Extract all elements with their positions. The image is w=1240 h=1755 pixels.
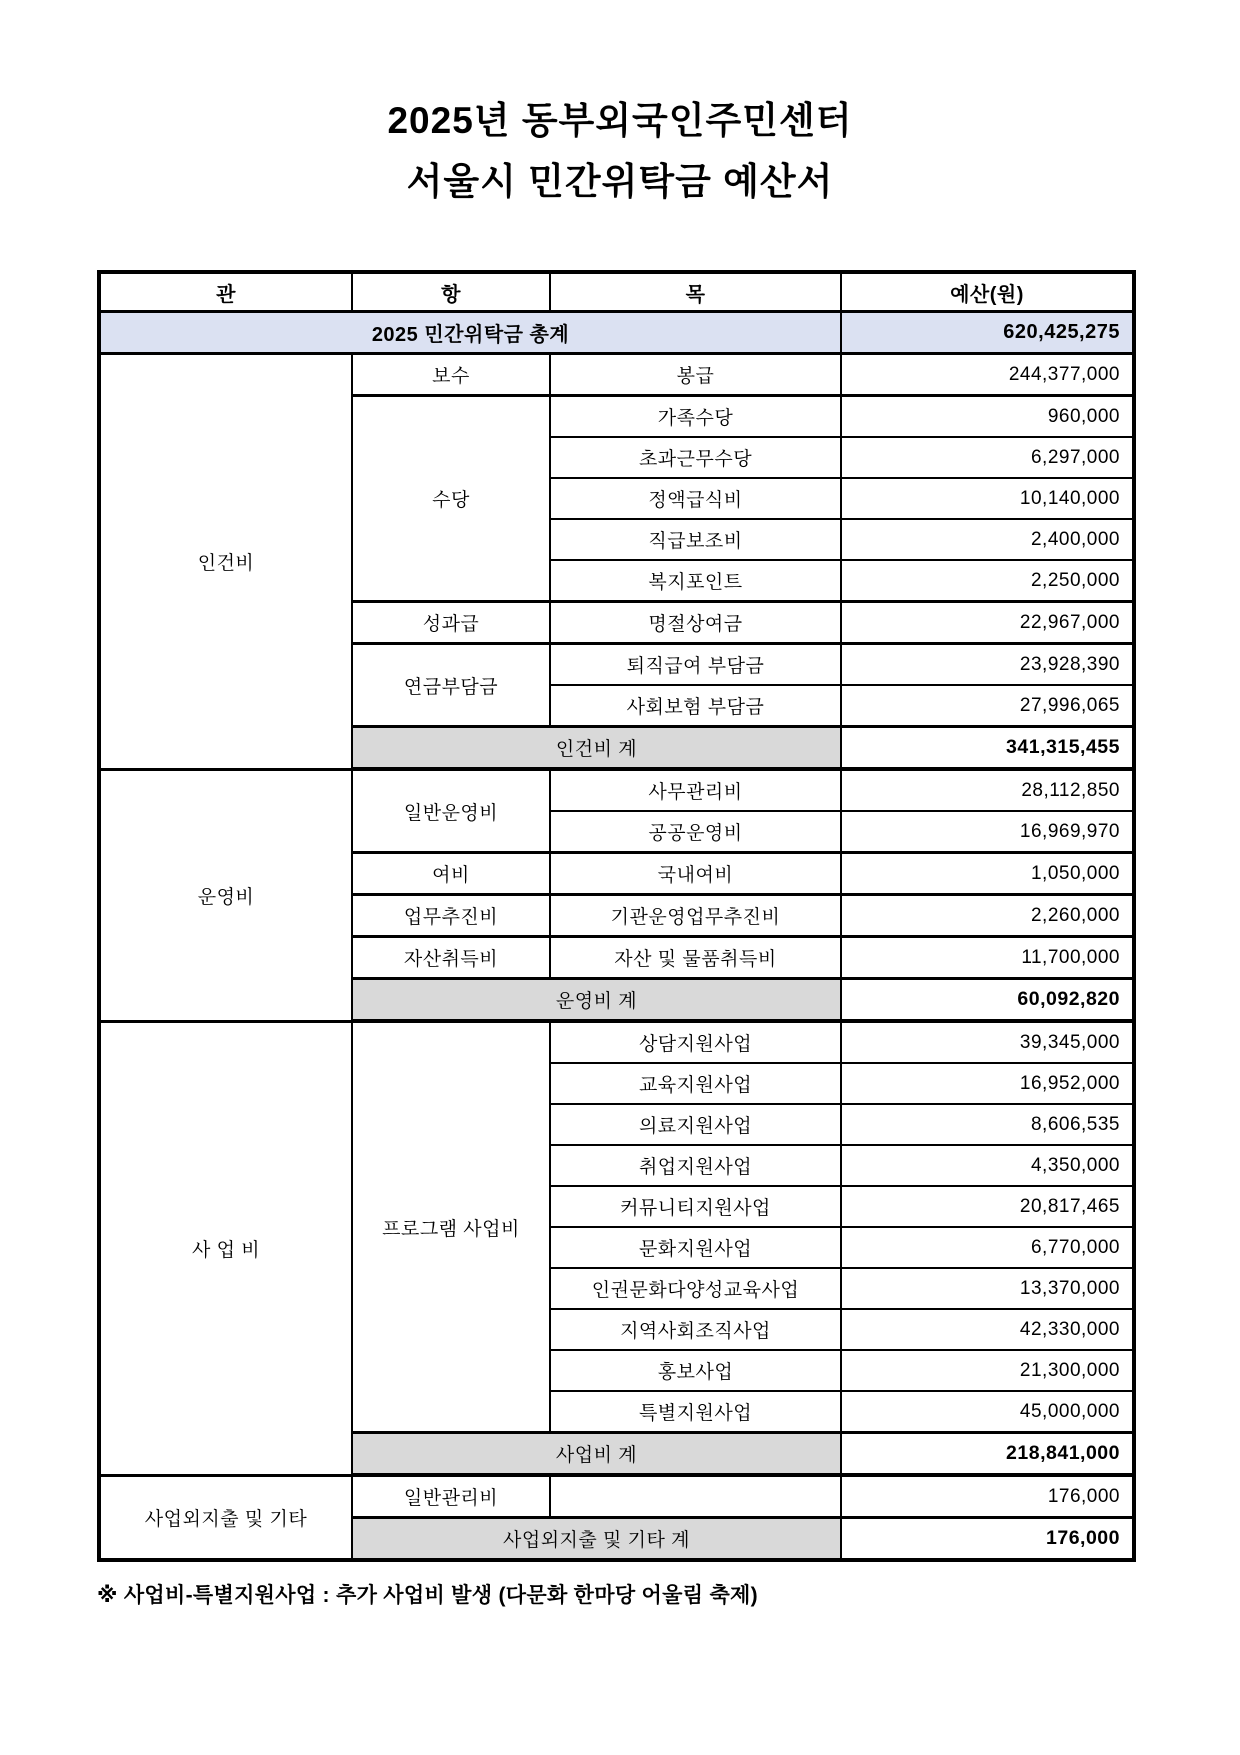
section-label-personnel: 인건비 bbox=[99, 354, 352, 770]
hang-cell: 일반운영비 bbox=[352, 769, 550, 853]
mok-cell: 커뮤니티지원사업 bbox=[550, 1186, 841, 1227]
grand-total-label: 2025 민간위탁금 총계 bbox=[99, 312, 841, 354]
amount-cell: 4,350,000 bbox=[841, 1145, 1134, 1186]
hang-cell: 수당 bbox=[352, 396, 550, 602]
grand-total-amount: 620,425,275 bbox=[841, 312, 1134, 354]
col-header-hang: 항 bbox=[352, 272, 550, 312]
mok-cell: 인권문화다양성교육사업 bbox=[550, 1268, 841, 1309]
header-row bbox=[99, 272, 1134, 312]
table-row bbox=[99, 1021, 1134, 1063]
table-row bbox=[99, 769, 1134, 811]
hang-cell: 업무추진비 bbox=[352, 895, 550, 937]
subtotal-amount: 341,315,455 bbox=[841, 727, 1134, 770]
subtotal-label: 사업외지출 및 기타 계 bbox=[352, 1518, 841, 1561]
amount-cell: 10,140,000 bbox=[841, 478, 1134, 519]
col-header-budget: 예산(원) bbox=[841, 272, 1134, 312]
hang-cell: 여비 bbox=[352, 853, 550, 895]
table-row bbox=[99, 1475, 1134, 1518]
amount-cell: 21,300,000 bbox=[841, 1350, 1134, 1391]
hang-cell: 연금부담금 bbox=[352, 644, 550, 727]
amount-cell: 8,606,535 bbox=[841, 1104, 1134, 1145]
mok-cell: 봉급 bbox=[550, 354, 841, 396]
amount-cell: 13,370,000 bbox=[841, 1268, 1134, 1309]
mok-cell: 복지포인트 bbox=[550, 560, 841, 602]
mok-cell: 자산 및 물품취득비 bbox=[550, 937, 841, 979]
mok-cell: 상담지원사업 bbox=[550, 1021, 841, 1063]
document-title-line2: 서울시 민간위탁금 예산서 bbox=[406, 161, 834, 203]
hang-cell: 프로그램 사업비 bbox=[352, 1021, 550, 1433]
amount-cell: 42,330,000 bbox=[841, 1309, 1134, 1350]
subtotal-amount: 60,092,820 bbox=[841, 979, 1134, 1022]
amount-cell: 2,260,000 bbox=[841, 895, 1134, 937]
mok-cell: 직급보조비 bbox=[550, 519, 841, 560]
mok-cell: 사회보험 부담금 bbox=[550, 685, 841, 727]
amount-cell: 20,817,465 bbox=[841, 1186, 1134, 1227]
amount-cell: 960,000 bbox=[841, 396, 1134, 438]
col-header-mok: 목 bbox=[550, 272, 841, 312]
mok-cell: 공공운영비 bbox=[550, 811, 841, 853]
hang-cell: 일반관리비 bbox=[352, 1475, 550, 1518]
amount-cell: 16,952,000 bbox=[841, 1063, 1134, 1104]
mok-cell: 지역사회조직사업 bbox=[550, 1309, 841, 1350]
section-label-other: 사업외지출 및 기타 bbox=[99, 1475, 352, 1560]
amount-cell: 16,969,970 bbox=[841, 811, 1134, 853]
document-title-line1: 2025년 동부외국인주민센터 bbox=[387, 100, 853, 141]
subtotal-label: 인건비 계 bbox=[352, 727, 841, 770]
mok-cell: 기관운영업무추진비 bbox=[550, 895, 841, 937]
document-title bbox=[0, 0, 1240, 212]
amount-cell: 45,000,000 bbox=[841, 1391, 1134, 1433]
mok-cell: 취업지원사업 bbox=[550, 1145, 841, 1186]
mok-cell: 홍보사업 bbox=[550, 1350, 841, 1391]
mok-cell: 특별지원사업 bbox=[550, 1391, 841, 1433]
section-label-operations: 운영비 bbox=[99, 769, 352, 1021]
mok-cell: 문화지원사업 bbox=[550, 1227, 841, 1268]
section-label-projects: 사 업 비 bbox=[99, 1021, 352, 1475]
amount-cell: 11,700,000 bbox=[841, 937, 1134, 979]
mok-cell: 정액급식비 bbox=[550, 478, 841, 519]
budget-table bbox=[97, 270, 1136, 1562]
hang-cell: 자산취득비 bbox=[352, 937, 550, 979]
amount-cell: 39,345,000 bbox=[841, 1021, 1134, 1063]
footnote: ※ 사업비-특별지원사업 : 추가 사업비 발생 (다문화 한마당 어울림 축제) bbox=[97, 1584, 758, 1608]
amount-cell: 1,050,000 bbox=[841, 853, 1134, 895]
mok-cell: 교육지원사업 bbox=[550, 1063, 841, 1104]
amount-cell: 6,297,000 bbox=[841, 437, 1134, 478]
amount-cell: 22,967,000 bbox=[841, 602, 1134, 644]
table-row bbox=[99, 354, 1134, 396]
amount-cell: 2,400,000 bbox=[841, 519, 1134, 560]
mok-cell-empty bbox=[550, 1475, 841, 1518]
mok-cell: 사무관리비 bbox=[550, 769, 841, 811]
mok-cell: 가족수당 bbox=[550, 396, 841, 438]
mok-cell: 국내여비 bbox=[550, 853, 841, 895]
grand-total-row bbox=[99, 312, 1134, 354]
col-header-gwan: 관 bbox=[99, 272, 352, 312]
subtotal-label: 운영비 계 bbox=[352, 979, 841, 1022]
amount-cell: 244,377,000 bbox=[841, 354, 1134, 396]
mok-cell: 명절상여금 bbox=[550, 602, 841, 644]
amount-cell: 28,112,850 bbox=[841, 769, 1134, 811]
subtotal-label: 사업비 계 bbox=[352, 1433, 841, 1476]
hang-cell: 보수 bbox=[352, 354, 550, 396]
mok-cell: 초과근무수당 bbox=[550, 437, 841, 478]
hang-cell: 성과급 bbox=[352, 602, 550, 644]
subtotal-amount: 176,000 bbox=[841, 1518, 1134, 1561]
amount-cell: 6,770,000 bbox=[841, 1227, 1134, 1268]
amount-cell: 2,250,000 bbox=[841, 560, 1134, 602]
mok-cell: 의료지원사업 bbox=[550, 1104, 841, 1145]
amount-cell: 176,000 bbox=[841, 1475, 1134, 1518]
mok-cell: 퇴직급여 부담금 bbox=[550, 644, 841, 686]
amount-cell: 27,996,065 bbox=[841, 685, 1134, 727]
amount-cell: 23,928,390 bbox=[841, 644, 1134, 686]
subtotal-amount: 218,841,000 bbox=[841, 1433, 1134, 1476]
